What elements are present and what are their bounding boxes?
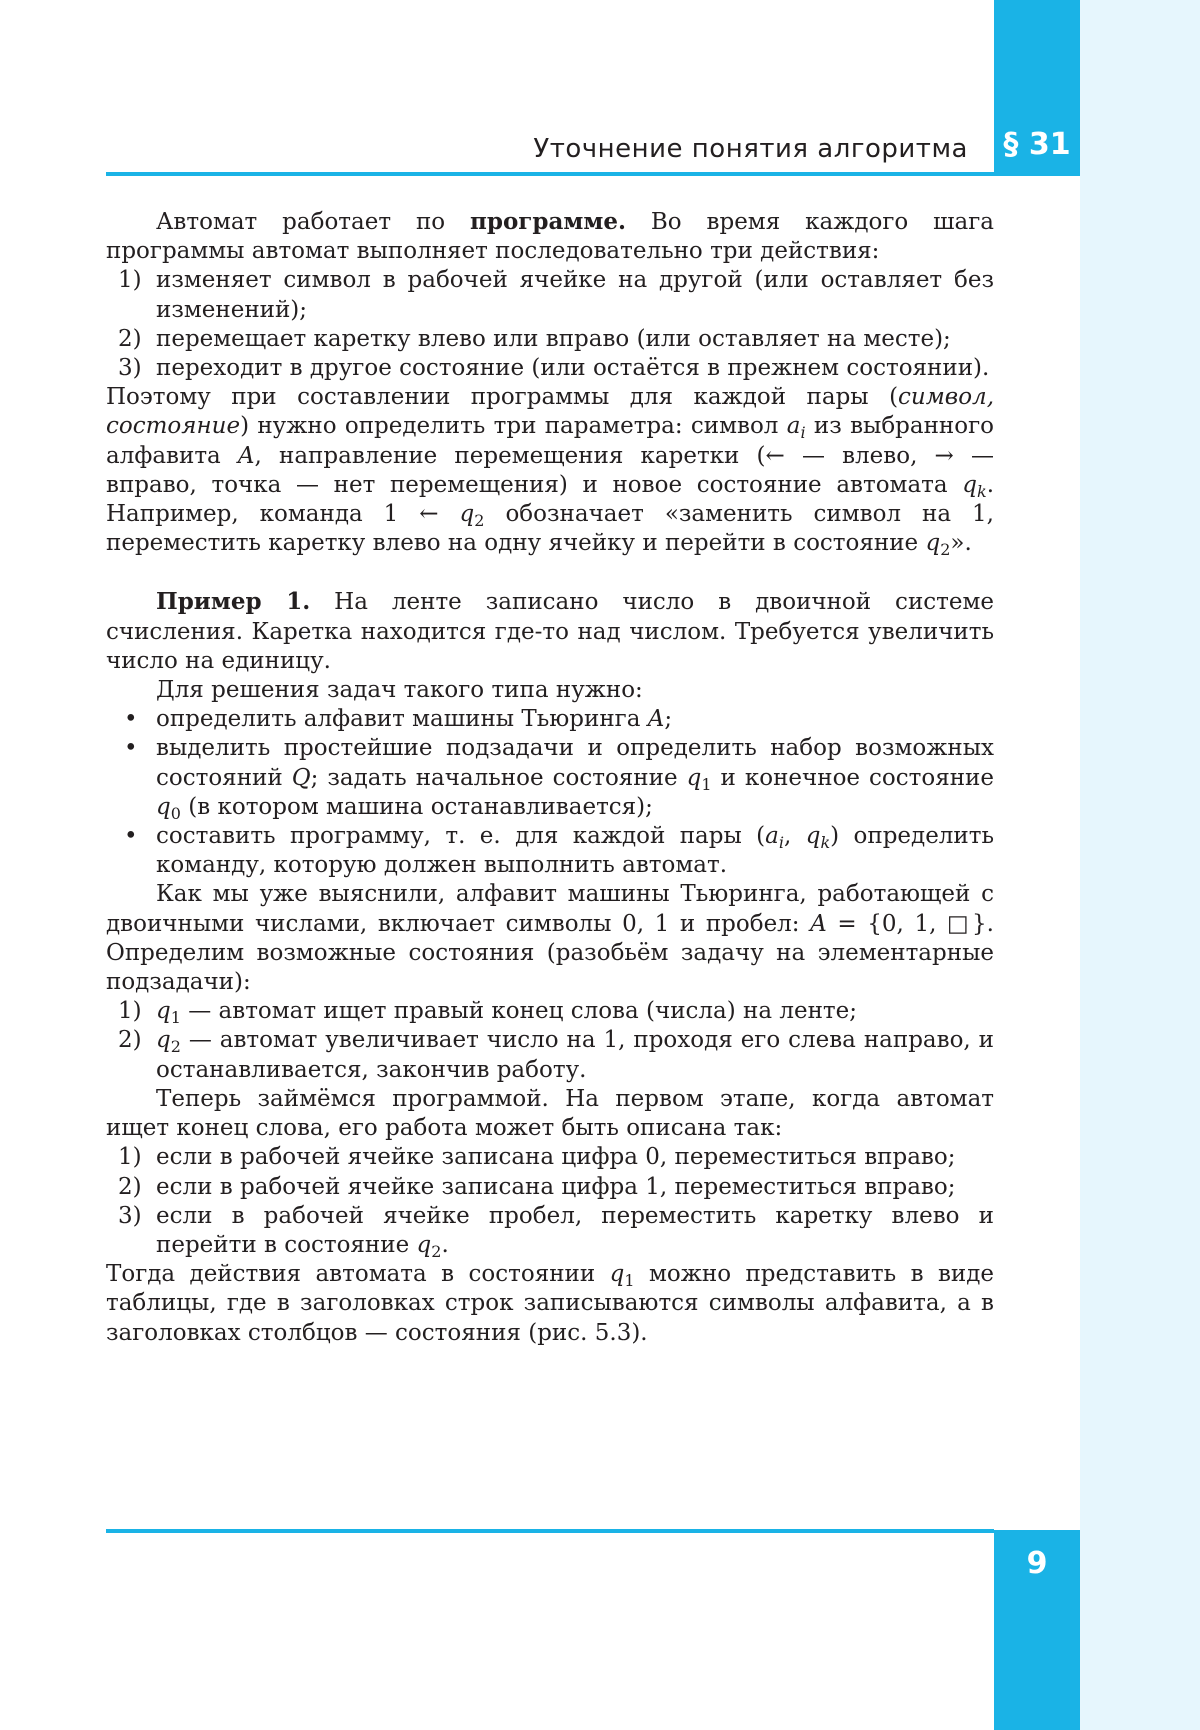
list-item: 3) если в рабочей ячейке пробел, переместить каретку влево и перейти в состояние $q_2$.	[118, 1202, 994, 1261]
footer-rule	[106, 1529, 994, 1533]
list-item: 1) если в рабочей ячейке записана цифра 0, переместиться вправо;	[118, 1144, 956, 1171]
list-item: • составить программу, т. е. для каждой пары ($a_i$, $q_k$) определить команду, которую должен выполнить автомат.	[124, 823, 994, 879]
list-item: • определить алфавит машины Тьюринга A;	[124, 706, 673, 733]
paragraph-table: Тогда действия автомата в состоянии $q_1$ можно представить в виде таблицы, где в заголовках строк записываются символы алфавита, а в заголовках столбцов — состояния (рис. 5.3).	[106, 1261, 994, 1346]
actions-list	[106, 266, 994, 383]
header-rule	[106, 172, 994, 176]
paragraph-alphabet: Как мы уже выяснили, алфавит машины Тьюринга, работающей с двоичными числами, включает символы 0, 1 и пробел: A = {0, 1, □}. Определим возможные состояния (разобьём задачу на элементарные подзадачи):	[106, 881, 994, 996]
paragraph-program: Автомат работает по программе. Во время каждого шага программы автомат выполняет последовательно три действия:	[106, 208, 995, 265]
list-item: 2) перемещает каретку влево или вправо (или оставляет на месте);	[118, 325, 951, 352]
page-number: 9	[1026, 1546, 1048, 1581]
example-paragraph: Пример 1. На ленте записано число в двоичной системе счисления. Каретка находится где-то над числом. Требуется увеличить число на единицу.	[106, 588, 994, 674]
side-strip	[1080, 0, 1200, 1730]
section-tab	[994, 0, 1080, 176]
paragraph-parameters: Поэтому при составлении программы для каждой пары (символ, состояние) нужно определить три параметра: символ $a_i$ из выбранного алфавита A, направление перемещения каретки (← — влево, → — вправо, точка — нет перемещения) и новое состояние автомата $q_k$. Например, команда 1 ← $q_2$ обозначает «заменить символ на 1, переместить каретку влево на одну ячейку и перейти в состояние $q_2$».	[106, 384, 995, 560]
states-list	[106, 997, 994, 1085]
section-number: § 31	[1003, 127, 1071, 162]
list-item: 2) если в рабочей ячейке записана цифра 1, переместиться вправо;	[118, 1173, 956, 1200]
list-item: 2) $q_2$ — автомат увеличивает число на 1, проходя его слева направо, и останавливается, закончив работу.	[118, 1027, 994, 1083]
list-item: 3) переходит в другое состояние (или остаётся в прежнем состоянии).	[118, 355, 990, 382]
page-number-tab	[994, 1530, 1080, 1730]
rules-list	[106, 1143, 994, 1260]
paragraph-steps-intro: Для решения задач такого типа нужно:	[156, 677, 643, 704]
list-item: 1) изменяет символ в рабочей ячейке на другой (или оставляет без изменений);	[118, 267, 994, 323]
page-body	[106, 207, 994, 1348]
paragraph-program-stage: Теперь займёмся программой. На первом этапе, когда автомат ищет конец слова, его работа может быть описана так:	[106, 1085, 994, 1142]
running-header-title: Уточнение понятия алгоритма	[533, 134, 968, 164]
list-item: 1) $q_1$ — автомат ищет правый конец слова (числа) на ленте;	[118, 998, 857, 1028]
list-item: • выделить простейшие подзадачи и определить набор возможных состояний Q; задать начальное состояние $q_1$ и конечное состояние $q_0$ (в котором машина останавливается);	[124, 735, 995, 823]
bullet-list	[106, 705, 994, 880]
